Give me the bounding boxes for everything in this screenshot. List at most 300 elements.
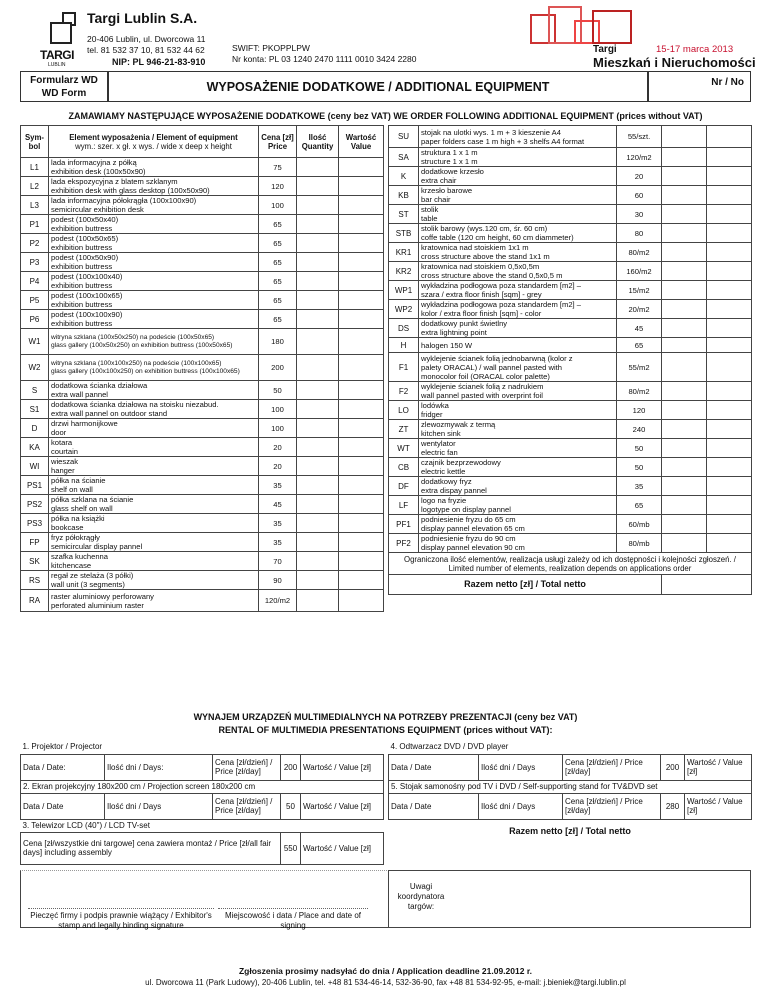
stamp-label: Pieczęć firmy i podpis prawnie wiążący / Exhibitor's stamp and legally binding signature [28,908,214,931]
projector-price: 200 [281,754,301,780]
table-row [21,590,384,612]
table-row [389,382,752,401]
row-price: 20 [259,457,297,476]
dvd-date[interactable]: Data / Date [389,754,479,780]
row-symbol: KA [21,438,49,457]
row-name-line: logo na fryzie [421,496,467,505]
row-quantity-input[interactable] [662,515,707,534]
screen-days[interactable]: Ilość dni / Days [105,793,213,819]
row-price: 55/szt. [617,126,662,148]
row-symbol: KR1 [389,243,419,262]
table-row [21,177,384,196]
row-price: 160/m2 [617,262,662,281]
row-element [49,419,259,438]
row-symbol: SA [389,148,419,167]
row-symbol: P5 [21,291,49,310]
row-quantity-input[interactable] [297,272,339,291]
dvd-value[interactable]: Wartość / Value [zł] [685,754,752,780]
row-symbol: PS3 [21,514,49,533]
row-element [419,353,617,382]
row-quantity-input[interactable] [662,420,707,439]
row-name-line: stolik barowy (wys.120 cm, śr. 60 cm) [421,224,548,233]
row-element [419,319,617,338]
row-quantity-input[interactable] [297,571,339,590]
tv-value[interactable]: Wartość / Value [zł] [301,832,384,864]
row-value-input[interactable] [707,401,752,420]
row-symbol: SU [389,126,419,148]
row-quantity-input[interactable] [297,590,339,612]
row-value-input[interactable] [707,382,752,401]
row-value-input[interactable] [339,253,384,272]
stand-date[interactable]: Data / Date [389,793,479,819]
row-name-pl: podest (100x100x40) [51,272,123,281]
row-quantity-input[interactable] [662,281,707,300]
row-name-line: wykładzina podłogowa poza standardem [m2] – [421,300,581,309]
row-element [419,496,617,515]
row-price: 90 [259,571,297,590]
total-row [389,575,752,595]
row-price: 120/m2 [259,590,297,612]
row-name-line: podniesienie fryzu do 90 cm [421,534,516,543]
stand-days[interactable]: Ilość dni / Days [479,793,563,819]
row-name-en: exhibition desk (100x50x90) [51,167,146,176]
row-name-line: czajnik bezprzewodowy [421,458,501,467]
dvd-days[interactable]: Ilość dni / Days [479,754,563,780]
row-value-input[interactable] [707,319,752,338]
row-price: 65 [259,310,297,329]
row-symbol: P4 [21,272,49,291]
dvd-price: 200 [661,754,685,780]
row-price: 15/m2 [617,281,662,300]
table-row [21,381,384,400]
row-price: 120/m2 [617,148,662,167]
row-element [49,329,259,355]
total-value-input[interactable] [662,575,752,595]
row-price: 35 [259,533,297,552]
row-name-line: cross structure above the stand 0,5x0,5 m [421,271,563,280]
projector-days[interactable]: Ilość dni / Days: [105,754,213,780]
row-name-line: dodatkowy punkt świetlny [421,319,508,328]
row-element [419,338,617,353]
row-name-line: krzesło barowe [421,186,473,195]
row-value-input[interactable] [339,419,384,438]
table-row [21,533,384,552]
row-quantity-input[interactable] [662,319,707,338]
row-name-pl: szafka kuchenna [51,552,108,561]
table-row [389,515,752,534]
row-name-line: halogen 150 W [421,340,473,350]
row-value-input[interactable] [339,571,384,590]
row-price: 20 [617,167,662,186]
screen-value[interactable]: Wartość / Value [zł] [301,793,384,819]
row-price: 75 [259,158,297,177]
row-quantity-input[interactable] [297,310,339,329]
row-value-input[interactable] [339,272,384,291]
row-value-input[interactable] [339,495,384,514]
row-value-input[interactable] [339,234,384,253]
row-name-pl: półka na ścianie [51,476,106,485]
row-element [49,310,259,329]
row-price: 35 [617,477,662,496]
row-name-line: extra chair [421,176,457,185]
row-quantity-input[interactable] [297,234,339,253]
row-element [49,381,259,400]
row-element [49,552,259,571]
table-row [21,291,384,310]
row-name-line: stolik [421,205,439,214]
row-symbol: PF1 [389,515,419,534]
row-price: 65 [259,253,297,272]
row-quantity-input[interactable] [297,381,339,400]
company-phone: tel. 81 532 37 10, 81 532 44 62 [87,45,205,55]
row-quantity-input[interactable] [662,126,707,148]
row-price: 50 [617,439,662,458]
header-value: Wartość Value [339,126,384,158]
row-price: 35 [259,514,297,533]
row-value-input[interactable] [707,262,752,281]
row-name-en: glass gallery (100x100x250) on exhibition buttress (100x100x65) [51,367,240,375]
row-element [49,495,259,514]
row-price: 100 [259,400,297,419]
tv-price: 550 [281,832,301,864]
event-brand: Mieszkań i Nieruchomości [593,55,756,70]
row-symbol: H [389,338,419,353]
row-element [49,234,259,253]
row-price: 65 [259,215,297,234]
row-name-line: table [421,214,438,223]
row-price: 70 [259,552,297,571]
row-value-input[interactable] [339,177,384,196]
row-value-input[interactable] [707,420,752,439]
row-name-line: cross structure above the stand 1x1 m [421,252,550,261]
row-symbol: PS1 [21,476,49,495]
row-name-pl: podest (100x100x65) [51,291,123,300]
row-name-line: fridger [421,410,443,419]
row-name-line: extra lightning point [421,328,487,337]
company-logo: TARGI LUBLIN [40,8,82,68]
row-symbol: P2 [21,234,49,253]
row-quantity-input[interactable] [662,496,707,515]
row-quantity-input[interactable] [662,167,707,186]
row-name-line: szara / extra floor finish [sqm] - grey [421,290,542,299]
stand-price: 280 [661,793,685,819]
row-name-pl: witryna szklana (100x100x250) na podeście (100x100x65) [51,359,222,367]
table-row [21,514,384,533]
multimedia-total-label: Razem netto [zł] / Total netto [509,825,631,836]
row-name-en: courtain [51,447,79,456]
row-name-line: kitchen sink [421,429,461,438]
row-price: 80/mb [617,534,662,553]
row-value-input[interactable] [707,224,752,243]
row-name-pl: drzwi harmonijkowe [51,419,118,428]
row-price: 60 [617,186,662,205]
row-value-input[interactable] [707,353,752,382]
row-quantity-input[interactable] [662,186,707,205]
row-value-input[interactable] [339,552,384,571]
row-price: 50 [617,458,662,477]
row-name-pl: podest (100x50x40) [51,215,119,224]
row-quantity-input[interactable] [662,205,707,224]
row-price: 65 [259,291,297,310]
row-name-pl: podest (100x100x90) [51,310,123,319]
row-quantity-input[interactable] [662,477,707,496]
row-value-input[interactable] [339,514,384,533]
dvd-price-label: Cena [zł/dzień] / Price [zł/day] [563,754,661,780]
row-quantity-input[interactable] [297,355,339,381]
row-name-pl: kotara [51,438,73,447]
row-element [419,186,617,205]
row-quantity-input[interactable] [297,215,339,234]
row-quantity-input[interactable] [297,438,339,457]
row-symbol: F1 [389,353,419,382]
row-name-en: door [51,428,67,437]
row-quantity-input[interactable] [662,401,707,420]
row-value-input[interactable] [339,291,384,310]
row-value-input[interactable] [707,496,752,515]
row-value-input[interactable] [707,126,752,148]
row-quantity-input[interactable] [297,196,339,215]
row-name-pl: fryz półokrągły [51,533,100,542]
table-row [389,300,752,319]
row-value-input[interactable] [707,338,752,353]
row-element [49,272,259,291]
row-quantity-input[interactable] [297,533,339,552]
row-value-input[interactable] [707,458,752,477]
row-price: 200 [259,355,297,381]
note-row [389,553,752,575]
row-value-input[interactable] [339,215,384,234]
projector-value[interactable]: Wartość / Value [zł] [301,754,384,780]
row-value-input[interactable] [339,196,384,215]
row-value-input[interactable] [707,205,752,224]
row-quantity-input[interactable] [297,291,339,310]
row-symbol: RA [21,590,49,612]
row-value-input[interactable] [339,310,384,329]
row-symbol: W1 [21,329,49,355]
multimedia-right [388,740,752,843]
row-name-line: coffe table (120 cm height, 60 cm diammeter) [421,233,574,242]
row-quantity-input[interactable] [662,262,707,281]
row-element [49,158,259,177]
row-name-en: glass gallery (100x50x250) on exhibition buttress (100x50x65) [51,341,233,349]
row-value-input[interactable] [339,329,384,355]
row-element [419,420,617,439]
row-symbol: P3 [21,253,49,272]
row-value-input[interactable] [339,533,384,552]
row-value-input[interactable] [707,186,752,205]
row-value-input[interactable] [339,590,384,612]
row-quantity-input[interactable] [297,400,339,419]
row-name-line: zlewozmywak z termą [421,420,496,429]
row-symbol: FP [21,533,49,552]
row-quantity-input[interactable] [662,300,707,319]
row-value-input[interactable] [707,477,752,496]
row-element [419,300,617,319]
row-element [49,291,259,310]
row-name-pl: wieszak [51,457,79,466]
row-quantity-input[interactable] [297,476,339,495]
row-name-pl: półka szklana na ścianie [51,495,134,504]
account-number: Nr konta: PL 03 1240 2470 1111 0010 3424 2280 [232,54,417,64]
stand-price-label: Cena [zł/dzień] / Price [zł/day] [563,793,661,819]
row-quantity-input[interactable] [662,338,707,353]
table-row [389,148,752,167]
row-symbol: WP1 [389,281,419,300]
row-quantity-input[interactable] [297,457,339,476]
row-element [419,401,617,420]
header-symbol: Sym-bol [21,126,49,158]
row-name-line: extra dispay pannel [421,486,487,495]
row-price: 65 [259,234,297,253]
projector-price-label: Cena [zł/dzień] / Price [zł/day] [213,754,281,780]
row-symbol: L1 [21,158,49,177]
row-name-en: semicircular exhibition desk [51,205,144,214]
row-name-line: palety ORACAL) / wall pannel pasted with [421,362,562,372]
row-price: 80 [617,224,662,243]
row-price: 80/m2 [617,382,662,401]
row-quantity-input[interactable] [662,534,707,553]
form-number-field[interactable]: Nr / No [648,71,751,102]
row-symbol: PS2 [21,495,49,514]
order-line: ZAMAWIAMY NASTĘPUJĄCE WYPOSAŻENIE DODATKOWE (ceny bez VAT) WE ORDER FOLLOWING ADDITIONAL EQUIPMENT (prices without VAT) [68,111,703,121]
row-quantity-input[interactable] [297,514,339,533]
row-price: 45 [259,495,297,514]
row-name-en: bookcase [51,523,84,532]
stand-value[interactable]: Wartość / Value [zł] [685,793,752,819]
row-name-line: struktura 1 x 1 m [421,148,478,157]
row-price: 180 [259,329,297,355]
header-quantity: Ilość Quantity [297,126,339,158]
row-quantity-input[interactable] [297,419,339,438]
row-value-input[interactable] [339,158,384,177]
row-quantity-input[interactable] [662,148,707,167]
row-quantity-input[interactable] [297,158,339,177]
swift: SWIFT: PKOPPLPW [232,43,310,53]
row-symbol: S1 [21,400,49,419]
row-value-input[interactable] [339,381,384,400]
row-quantity-input[interactable] [662,439,707,458]
row-price: 65 [259,272,297,291]
row-price: 100 [259,419,297,438]
projector-date[interactable]: Data / Date: [21,754,105,780]
row-name-line: kratownica nad stoiskiem 1x1 m [421,243,529,252]
row-quantity-input[interactable] [662,353,707,382]
row-quantity-input[interactable] [297,495,339,514]
row-value-input[interactable] [339,457,384,476]
row-value-input[interactable] [707,439,752,458]
row-element [419,205,617,224]
row-price: 30 [617,205,662,224]
row-value-input[interactable] [707,243,752,262]
row-element [49,571,259,590]
row-quantity-input[interactable] [297,329,339,355]
row-value-input[interactable] [707,281,752,300]
left-equipment-table [20,125,384,612]
table-row [21,419,384,438]
company-name: Targi Lublin S.A. [87,10,198,26]
row-element [419,148,617,167]
row-value-input[interactable] [707,167,752,186]
total-label: Razem netto [zł] / Total netto [389,575,662,595]
row-symbol: SK [21,552,49,571]
row-name-en: semicircular display pannel [51,542,143,551]
row-name-pl: raster aluminiowy perforowany [51,591,154,601]
row-symbol: WT [389,439,419,458]
table-row [389,205,752,224]
row-quantity-input[interactable] [662,382,707,401]
table-row [21,215,384,234]
table-row [389,319,752,338]
row-value-input[interactable] [339,355,384,381]
row-price: 80/m2 [617,243,662,262]
row-value-input[interactable] [707,515,752,534]
row-quantity-input[interactable] [297,253,339,272]
row-value-input[interactable] [339,438,384,457]
row-value-input[interactable] [339,400,384,419]
row-price: 35 [259,476,297,495]
section-screen: 2. Ekran projekcyjny 180x200 cm / Projection screen 180x200 cm [21,780,384,793]
row-symbol: S [21,381,49,400]
multimedia-left [20,740,384,865]
table-row [389,401,752,420]
row-quantity-input[interactable] [297,552,339,571]
row-value-input[interactable] [339,476,384,495]
row-name-en: exhibition buttress [51,224,113,233]
row-value-input[interactable] [707,534,752,553]
row-symbol: CB [389,458,419,477]
table-row [21,400,384,419]
table-row [21,310,384,329]
row-symbol: LF [389,496,419,515]
row-element [49,476,259,495]
row-price: 55/m2 [617,353,662,382]
row-name-en: extra wall pannel [51,390,108,399]
table-row [21,272,384,291]
row-quantity-input[interactable] [662,243,707,262]
row-element [49,457,259,476]
row-name-pl: podest (100x50x90) [51,253,119,262]
row-element [419,243,617,262]
table-row [21,457,384,476]
row-value-input[interactable] [707,148,752,167]
row-element [49,533,259,552]
screen-date[interactable]: Data / Date [21,793,105,819]
row-price: 100 [259,196,297,215]
row-symbol: P1 [21,215,49,234]
row-name-line: wyklejenie ścianek folią jednobarwną (kolor z [421,353,573,363]
row-name-en: exhibition buttress [51,262,113,271]
header-price: Cena [zł] Price [259,126,297,158]
screen-price: 50 [281,793,301,819]
row-quantity-input[interactable] [662,458,707,477]
row-name-pl: regał ze stelaża (3 półki) [51,571,134,580]
multimedia-title: WYNAJEM URZĄDZEŃ MULTIMEDIALNYCH NA POTRZEBY PREZENTACJI (ceny bez VAT) RENTAL OF MULTIMEDIA PRESENTATIONS EQUIPMENT (prices without VAT): [193,712,578,735]
row-quantity-input[interactable] [297,177,339,196]
row-quantity-input[interactable] [662,224,707,243]
company-nip: NIP: PL 946-21-83-910 [112,57,206,67]
row-symbol: ST [389,205,419,224]
row-symbol: WI [21,457,49,476]
row-name-line: monocolor foil (ORACAL color palette) [421,371,550,381]
row-symbol: K [389,167,419,186]
event-dates: 15-17 marca 2013 [656,44,734,55]
row-name-en: exhibition buttress [51,300,113,309]
company-address: 20-406 Lublin, ul. Dworcowa 11 [87,34,206,44]
table-row [389,458,752,477]
table-row [389,186,752,205]
row-value-input[interactable] [707,300,752,319]
row-symbol: STB [389,224,419,243]
